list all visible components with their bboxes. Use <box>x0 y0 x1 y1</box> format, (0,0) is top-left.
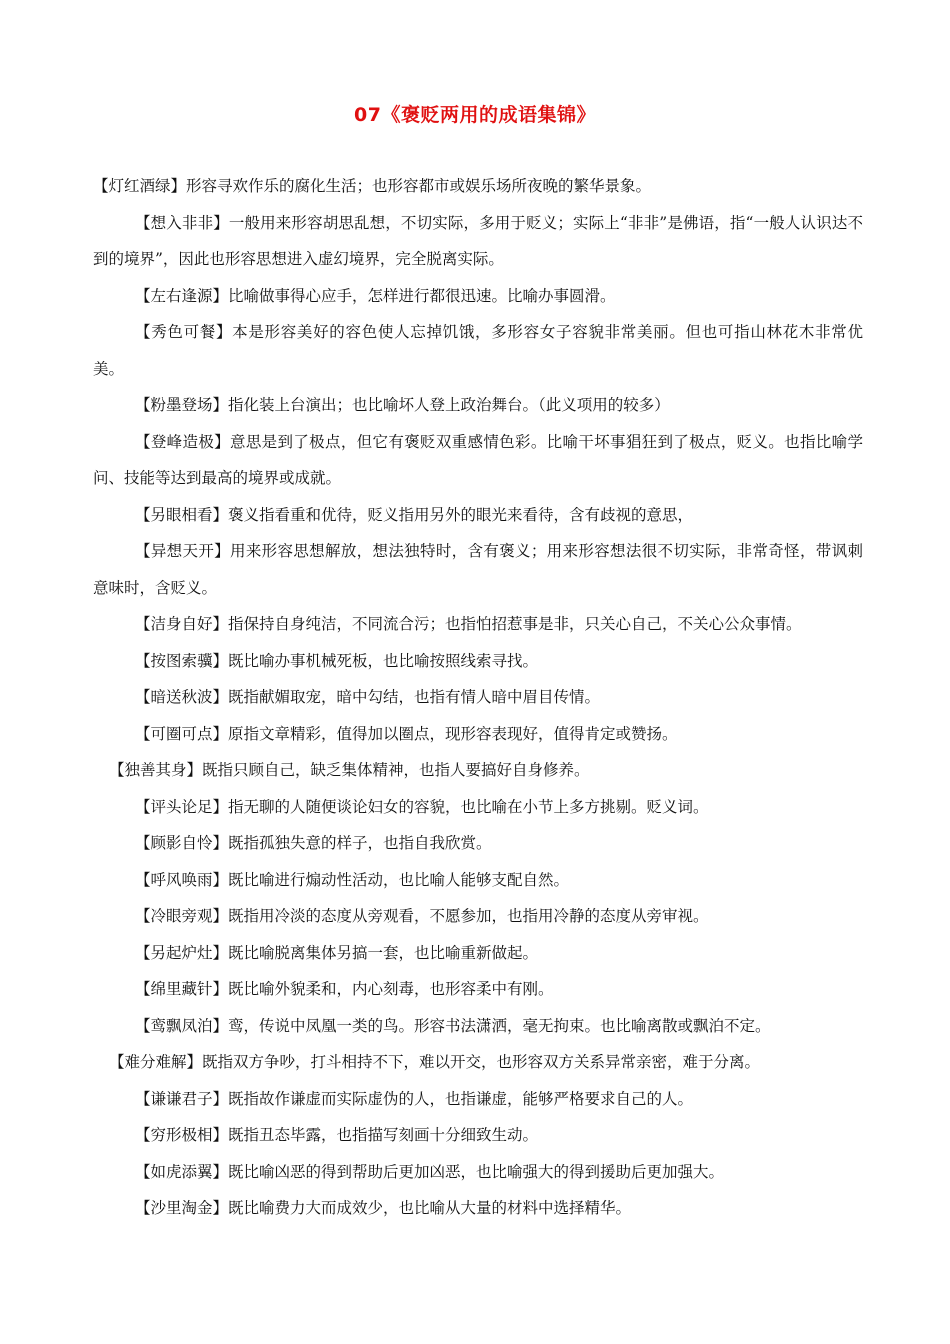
idiom-definition: 既指只顾自己，缺乏集体精神，也指人要搞好自身修养。 <box>202 761 590 779</box>
idiom-definition: 既指孤独失意的样子，也指自我欣赏。 <box>228 834 492 852</box>
idiom-definition: 既比喻进行煽动性活动，也比喻人能够支配自然。 <box>228 870 570 889</box>
idiom-definition: 既比喻凶恶的得到帮助后更加凶恶，也比喻强大的得到援助后更加强大。 <box>228 1162 725 1181</box>
idiom-entry <box>93 1008 863 1045</box>
idiom-term: 【鸾飘凤泊】 <box>135 1016 229 1035</box>
idiom-definition: 指保持自身纯洁，不同流合污；也指怕招惹事是非，只关心自己，不关心公众事情。 <box>228 615 802 633</box>
idiom-definition: 既比喻费力大而成效少，也比喻从大量的材料中选择精华。 <box>228 1199 632 1217</box>
idiom-definition: 本是形容美好的容色使人忘掉饥饿，多形容女子容貌非常美丽。但也可指山林花木非常优美。 <box>93 323 863 378</box>
idiom-entry <box>93 679 863 716</box>
idiom-term: 【穷形极相】 <box>135 1126 229 1144</box>
idiom-term: 【沙里淘金】 <box>135 1199 229 1217</box>
idiom-entry <box>93 1117 863 1154</box>
idiom-entry <box>93 205 863 278</box>
idiom-term: 【洁身自好】 <box>135 615 229 633</box>
idiom-term: 【另眼相看】 <box>135 505 229 524</box>
idiom-entry <box>93 1190 863 1227</box>
idiom-entry <box>93 314 863 387</box>
idiom-definition: 比喻做事得心应手，怎样进行都很迅速。比喻办事圆滑。 <box>228 286 616 305</box>
idiom-term: 【想入非非】 <box>135 213 229 232</box>
idiom-definition: 既指献媚取宠，暗中勾结，也指有情人暗中眉目传情。 <box>228 688 601 706</box>
idiom-definition: 意思是到了极点，但它有褒贬双重感情色彩。比喻干坏事猖狂到了极点，贬义。也指比喻学问、技能等达到最高的境界或成就。 <box>93 432 863 487</box>
idiom-entry <box>93 533 863 606</box>
idiom-entry <box>93 971 863 1008</box>
idiom-definition: 一般用来形容胡思乱想，不切实际，多用于贬义；实际上“非非”是佛语，指“一般人认识达不到的境界”，因此也形容思想进入虚幻境界，完全脱离实际。 <box>93 213 863 268</box>
idiom-term: 【粉墨登场】 <box>135 396 229 414</box>
idiom-definition: 既比喻办事机械死板，也比喻按照线索寻找。 <box>228 651 539 670</box>
idiom-definition: 既指丑态毕露，也指描写刻画十分细致生动。 <box>228 1126 539 1144</box>
idiom-term: 【呼风唤雨】 <box>135 870 229 889</box>
idiom-term: 【冷眼旁观】 <box>135 907 229 925</box>
idiom-term: 【暗送秋波】 <box>135 688 229 706</box>
idiom-term: 【独善其身】 <box>109 761 203 779</box>
idiom-definition: 指化装上台演出；也比喻坏人登上政治舞台。（此义项用的较多） <box>228 396 670 414</box>
idiom-term: 【登峰造极】 <box>135 432 230 451</box>
idiom-term: 【如虎添翼】 <box>135 1162 229 1181</box>
idiom-term: 【灯红酒绿】 <box>93 177 187 195</box>
idiom-entry <box>93 1081 863 1118</box>
idiom-definition: 既指双方争吵，打斗相持不下，难以开交，也形容双方关系异常亲密，难于分离。 <box>202 1053 761 1071</box>
idiom-term: 【按图索骥】 <box>135 651 229 670</box>
idiom-entry <box>93 825 863 862</box>
idiom-list <box>93 168 863 1227</box>
idiom-definition: 指无聊的人随便谈论妇女的容貌，也比喻在小节上多方挑剔。贬义词。 <box>228 797 709 816</box>
idiom-entry <box>93 898 863 935</box>
idiom-term: 【可圈可点】 <box>135 724 229 743</box>
idiom-term: 【另起炉灶】 <box>135 943 229 962</box>
idiom-term: 【难分难解】 <box>109 1053 203 1071</box>
idiom-term: 【评头论足】 <box>135 797 229 816</box>
idiom-entry <box>93 716 863 753</box>
idiom-entry <box>93 278 863 315</box>
idiom-entry <box>93 935 863 972</box>
idiom-definition: 既指用冷淡的态度从旁观看，不愿参加，也指用冷静的态度从旁审视。 <box>228 907 709 925</box>
idiom-entry <box>93 643 863 680</box>
idiom-term: 【绵里藏针】 <box>135 980 229 998</box>
idiom-term: 【谦谦君子】 <box>135 1089 229 1108</box>
idiom-term: 【顾影自怜】 <box>135 834 229 852</box>
idiom-definition: 形容寻欢作乐的腐化生活；也形容都市或娱乐场所夜晚的繁华景象。 <box>186 177 652 195</box>
document-title: 07《褒贬两用的成语集锦》 <box>354 104 596 126</box>
idiom-entry <box>93 424 863 497</box>
idiom-definition: 褒义指看重和优待，贬义指用另外的眼光来看待，含有歧视的意思， <box>228 505 694 524</box>
idiom-definition: 既比喻外貌柔和，内心刻毒，也形容柔中有刚。 <box>228 980 554 998</box>
idiom-entry <box>93 1154 863 1191</box>
idiom-definition: 既比喻脱离集体另搞一套，也比喻重新做起。 <box>228 943 539 962</box>
idiom-definition: 鸾，传说中凤凰一类的鸟。形容书法潇洒，毫无拘束。也比喻离散或飘泊不定。 <box>228 1016 771 1035</box>
idiom-entry <box>93 497 863 534</box>
idiom-definition: 用来形容思想解放，想法独特时，含有褒义；用来形容想法很不切实际，非常奇怪，带讽刺意味时，含贬义。 <box>93 542 863 597</box>
idiom-definition: 原指文章精彩，值得加以圈点，现形容表现好，值得肯定或赞扬。 <box>228 724 678 743</box>
idiom-entry <box>93 752 863 789</box>
idiom-entry <box>93 387 863 424</box>
idiom-term: 【异想天开】 <box>135 542 230 560</box>
idiom-entry <box>93 606 863 643</box>
idiom-term: 【秀色可餐】 <box>135 323 233 341</box>
idiom-entry <box>93 1044 863 1081</box>
idiom-entry <box>93 168 863 205</box>
idiom-definition: 既指故作谦虚而实际虚伪的人，也指谦虚，能够严格要求自己的人。 <box>228 1089 694 1108</box>
idiom-entry <box>93 862 863 899</box>
idiom-entry <box>93 789 863 826</box>
idiom-term: 【左右逢源】 <box>135 286 229 305</box>
